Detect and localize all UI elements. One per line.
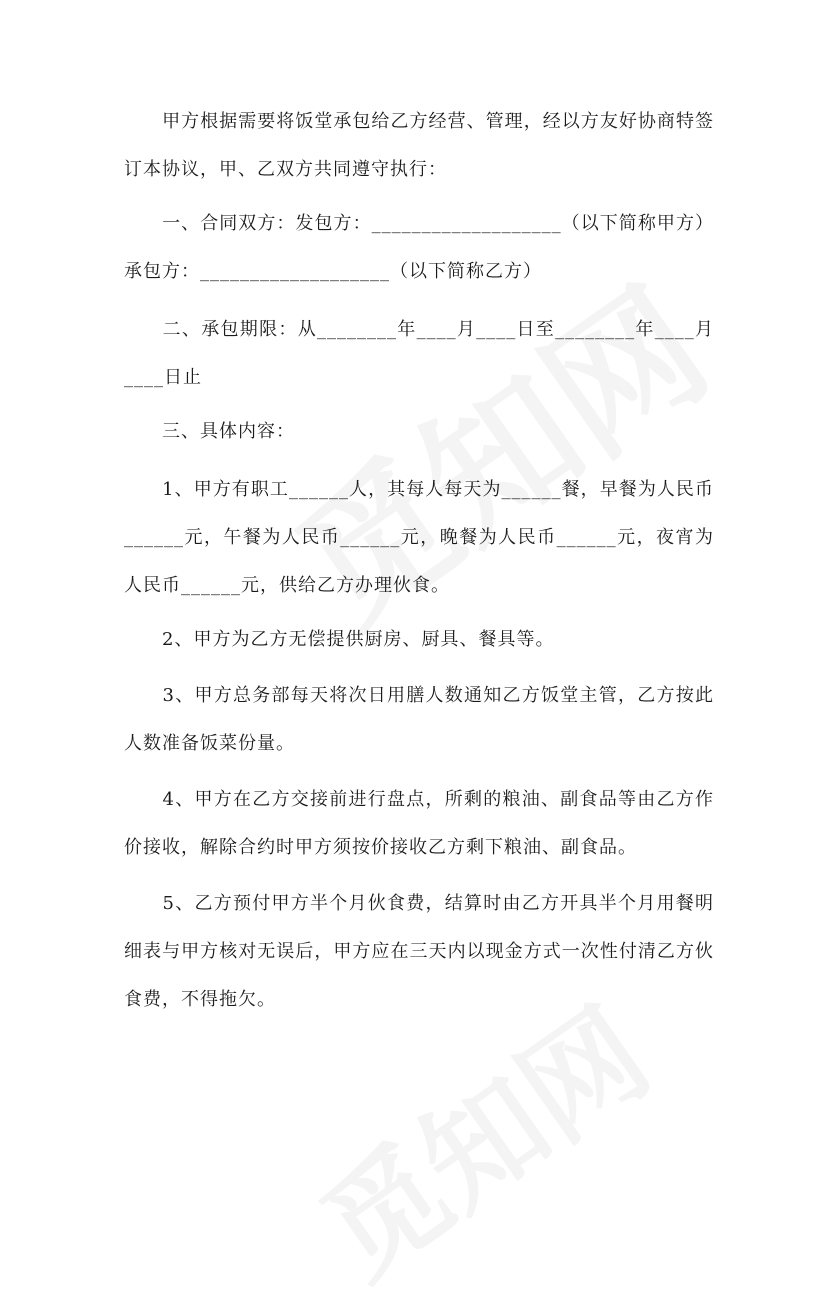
paragraph-parties: 一、合同双方：发包方：___________________（以下简称甲方）承包方：___________________（以下简称乙方） (124, 213, 714, 282)
paragraph-content-heading: 三、具体内容： (124, 421, 295, 442)
paragraph-item-3: 3、甲方总务部每天将次日用膳人数通知乙方饭堂主管，乙方按此人数准备饭菜份量。 (124, 685, 714, 754)
paragraph-item-5: 5、乙方预付甲方半个月伙食费，结算时由乙方开具半个月用餐明细表与甲方核对无误后，甲方应在三天内以现金方式一次性付清乙方伙食费，不得拖欠。 (124, 893, 714, 1010)
paragraph-item-4: 4、甲方在乙方交接前进行盘点，所剩的粮油、副食品等由乙方作价接收，解除合约时甲方须按价接收乙方剩下粮油、副食品。 (124, 789, 714, 858)
paragraph-intro: 甲方根据需要将饭堂承包给乙方经营、管理，经以方友好协商特签订本协议，甲、乙双方共同遵守执行： (124, 111, 714, 180)
paragraph-item-2: 2、甲方为乙方无偿提供厨房、厨具、餐具等。 (124, 629, 555, 650)
paragraph-item-1: 1、甲方有职工______人，其每人每天为______餐，早餐为人民币______元，午餐为人民币______元，晚餐为人民币______元，夜宵为人民币______元，供给乙方办理伙食。 (124, 479, 714, 596)
paragraph-term: 二、承包期限：从________年____月____日至________年____月____日止 (124, 319, 714, 388)
